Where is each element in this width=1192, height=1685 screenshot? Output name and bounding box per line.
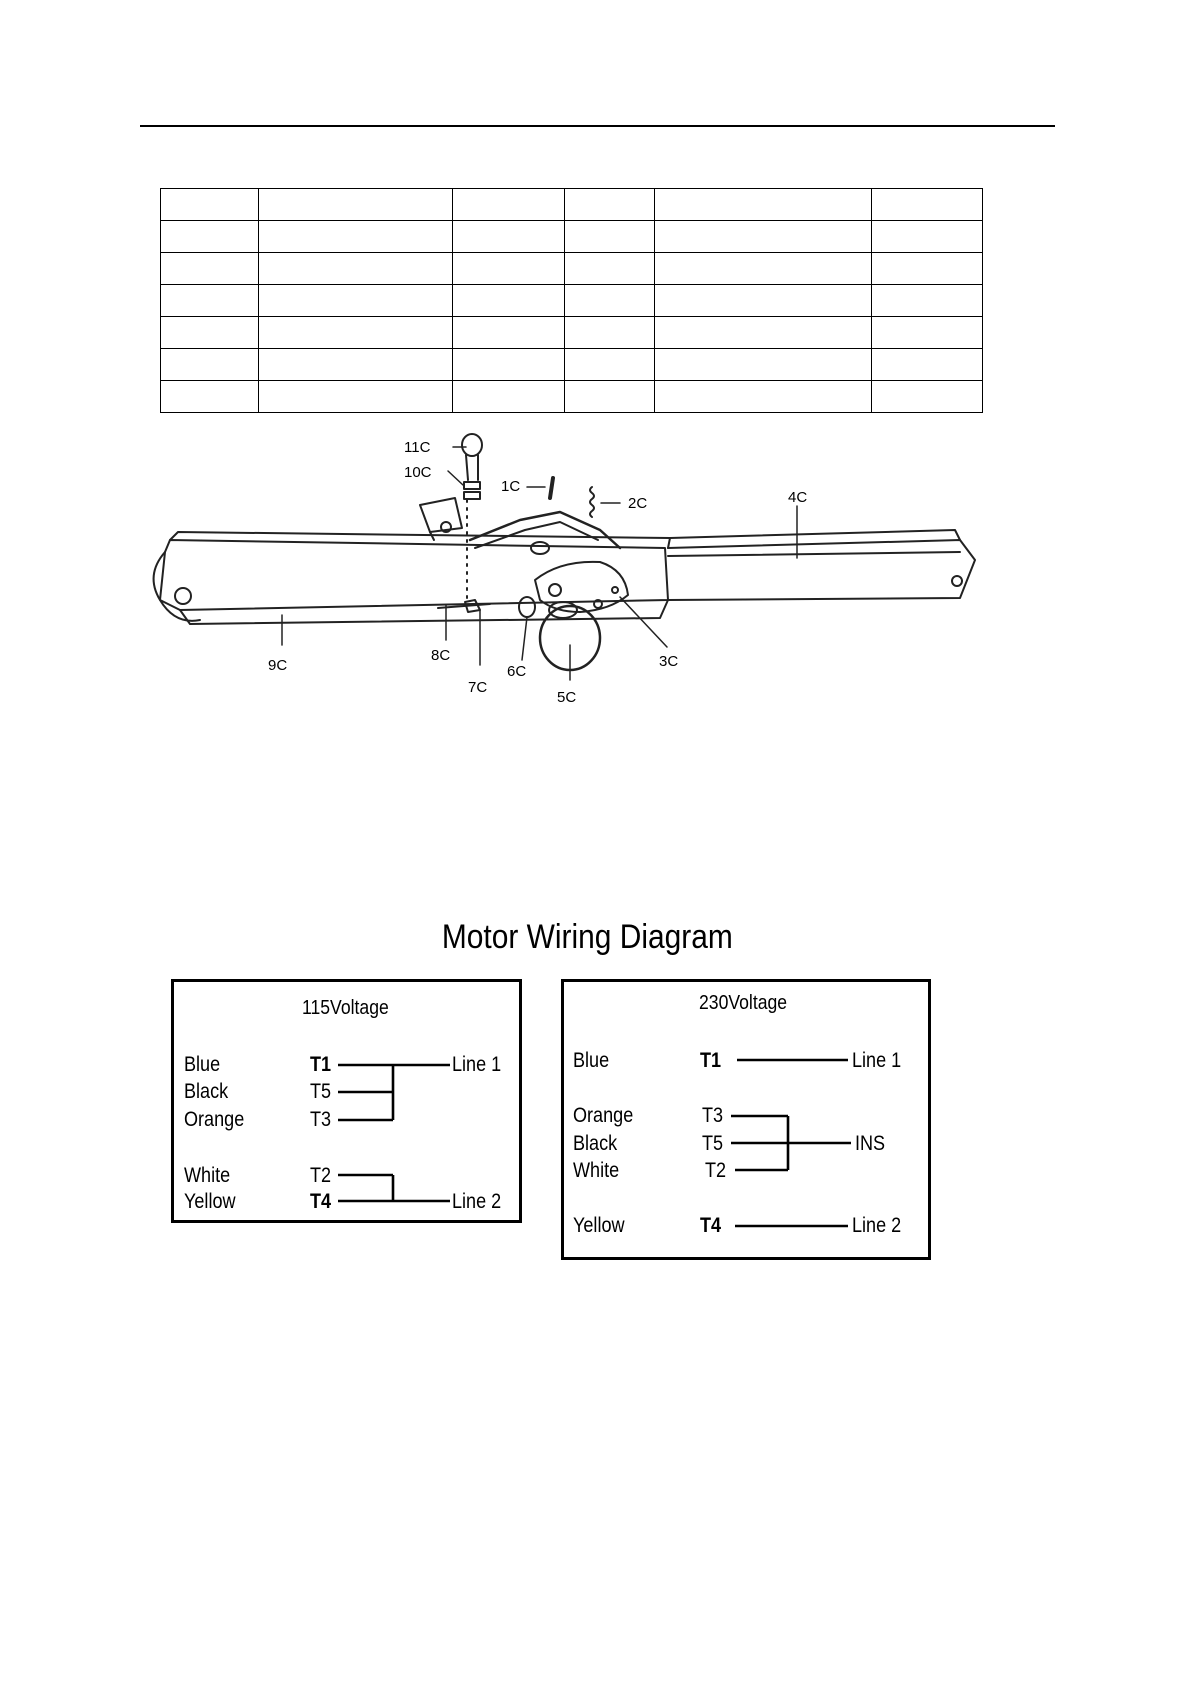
line-label: INS [855, 1132, 886, 1155]
terminal-label: T3 [310, 1108, 332, 1131]
line-label: Line 2 [852, 1214, 902, 1237]
line-label: Line 1 [852, 1049, 902, 1072]
panel-115-wires [171, 979, 522, 1223]
wire-color: White [573, 1159, 620, 1182]
part-callout-label: 9C [268, 657, 288, 674]
panel-115-header: 115Voltage [302, 997, 389, 1019]
part-callout-label: 5C [557, 689, 577, 706]
wire-color: Blue [573, 1049, 610, 1072]
panel-230-wires [561, 979, 931, 1260]
beam-body [160, 540, 668, 610]
wire-color: Yellow [184, 1190, 236, 1213]
part-callout-label: 3C [659, 653, 679, 670]
panel-230-voltage [561, 979, 931, 1260]
panel-230-header: 230Voltage [699, 992, 788, 1014]
terminal-label: T2 [310, 1164, 332, 1187]
terminal-label: T2 [705, 1159, 727, 1182]
terminal-label: T5 [310, 1080, 332, 1103]
line-label: Line 2 [452, 1190, 502, 1213]
wire-color: Orange [184, 1108, 245, 1131]
terminal-label: T1 [310, 1053, 332, 1076]
line-label: Line 1 [452, 1053, 502, 1076]
wire-color: Black [184, 1080, 229, 1103]
exploded-view-drawing [0, 0, 1192, 740]
wiring-title [0, 918, 1192, 957]
part-callout-label: 11C [404, 439, 431, 456]
part-callout-label: 1C [501, 478, 521, 495]
wire-color: White [184, 1164, 231, 1187]
terminal-label: T1 [700, 1049, 722, 1072]
wire-color: Orange [573, 1104, 634, 1127]
part-callout-label: 8C [431, 647, 451, 664]
part-callout-label: 2C [628, 495, 648, 512]
panel-115-voltage [171, 979, 522, 1223]
right-pivot-hole [952, 576, 962, 586]
wire-color: Blue [184, 1053, 221, 1076]
part-callout-label: 10C [404, 464, 432, 481]
wire-color: Black [573, 1132, 618, 1155]
part-callout-label: 6C [507, 663, 527, 680]
terminal-label: T3 [702, 1104, 724, 1127]
terminal-label: T5 [702, 1132, 724, 1155]
wiring-title-text: Motor Wiring Diagram [441, 918, 733, 956]
terminal-label: T4 [310, 1190, 332, 1213]
terminal-label: T4 [700, 1214, 722, 1237]
part-callout-label: 7C [468, 679, 488, 696]
part-callout-label: 4C [788, 489, 808, 506]
left-pivot-hole [175, 588, 191, 604]
wire-color: Yellow [573, 1214, 625, 1237]
